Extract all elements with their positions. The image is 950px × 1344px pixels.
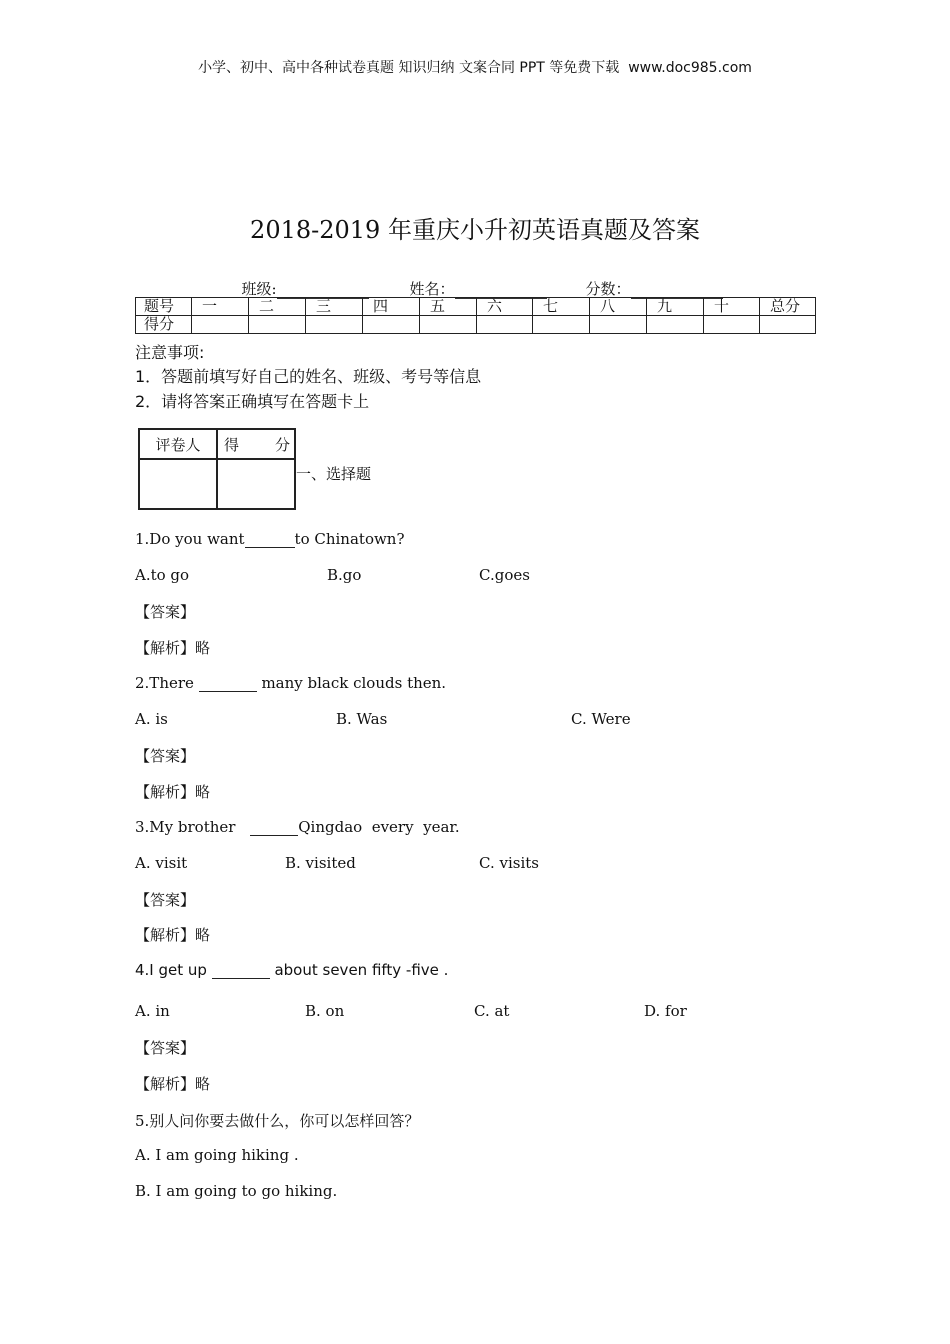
score-table-cell: 题号 — [136, 298, 192, 316]
score-cell — [249, 316, 306, 334]
answer-blank — [199, 677, 257, 692]
score-cell — [590, 316, 647, 334]
notice-title: 注意事项: — [135, 343, 205, 362]
score-table-cell: 总分 — [760, 298, 816, 316]
score-cell — [192, 316, 249, 334]
question-stem: 5.别人问你要去做什么，你可以怎样回答？ — [135, 1112, 420, 1130]
grader-score-cell — [217, 459, 295, 509]
option-a: A.to go — [135, 566, 190, 584]
answer-blank — [212, 964, 270, 979]
score-table-cell: 十 — [704, 298, 760, 316]
answer-label: 【答案】 — [135, 1039, 196, 1057]
name-label: 姓名： — [409, 280, 455, 298]
header-banner: 小学、初中、高中各种试卷真题 知识归纳 文案合同 PPT 等免费下载 www.doc985.com — [198, 60, 752, 76]
score-table-cell: 一 — [192, 298, 249, 316]
score-cell — [420, 316, 477, 334]
analysis-label: 【解析】略 — [135, 926, 211, 944]
option-b: B. visited — [285, 854, 356, 872]
option-a: A. is — [135, 710, 168, 728]
option-c: C. visits — [479, 854, 539, 872]
score-cell — [533, 316, 590, 334]
option-c: C. Were — [571, 710, 631, 728]
analysis-label: 【解析】略 — [135, 783, 211, 801]
score-table — [135, 297, 816, 334]
class-label: 班级: — [241, 280, 277, 298]
option-b: B. Was — [336, 710, 388, 728]
question-text: 2.There — [135, 674, 199, 692]
notice-item: 2．请将答案正确填写在答题卡上 — [135, 392, 370, 411]
option-c: C. at — [474, 1002, 510, 1020]
score-cell — [704, 316, 760, 334]
analysis-label: 【解析】略 — [135, 1075, 211, 1093]
score-table-cell: 八 — [590, 298, 647, 316]
grader-score-left: 得 — [224, 435, 240, 454]
answer-blank — [245, 533, 295, 548]
option-d: D. for — [644, 1002, 687, 1020]
question-text: 4.I get up — [135, 961, 212, 979]
score-table-cell: 四 — [363, 298, 420, 316]
score-table-cell: 七 — [533, 298, 590, 316]
score-table-cell: 六 — [477, 298, 533, 316]
score-cell — [363, 316, 420, 334]
grader-box — [138, 428, 296, 510]
question-text: to Chinatown? — [294, 530, 405, 548]
option-a: A. I am going hiking . — [135, 1146, 299, 1164]
grader-score-label — [217, 429, 295, 459]
question-stem — [135, 818, 460, 836]
answer-label: 【答案】 — [135, 603, 196, 621]
option-c: C.goes — [479, 566, 530, 584]
section-title: 一、选择题 — [296, 465, 372, 483]
question-text: many black clouds then. — [256, 674, 447, 692]
notice-item: 1．答题前填写好自己的姓名、班级、考号等信息 — [135, 367, 482, 386]
answer-label: 【答案】 — [135, 747, 196, 765]
score-table-cell: 五 — [420, 298, 477, 316]
question-text: 1.Do you want — [135, 530, 245, 548]
score-label: 分数： — [585, 280, 631, 298]
score-table-cell: 三 — [306, 298, 363, 316]
reviewer-cell — [139, 459, 217, 509]
question-stem — [135, 961, 448, 979]
page-title: 2018-2019 年重庆小升初英语真题及答案 — [250, 216, 700, 244]
option-a: A. in — [135, 1002, 170, 1020]
option-b: B. on — [305, 1002, 345, 1020]
score-cell — [306, 316, 363, 334]
option-a: A. visit — [135, 854, 188, 872]
option-b: B. I am going to go hiking. — [135, 1182, 338, 1200]
name-field — [400, 260, 547, 299]
analysis-label: 【解析】略 — [135, 639, 211, 657]
option-b: B.go — [327, 566, 362, 584]
score-table-row-label: 得分 — [136, 316, 192, 334]
score-table-cell: 九 — [647, 298, 704, 316]
score-field — [576, 260, 723, 299]
grader-score-right: 分 — [274, 435, 290, 454]
answer-label: 【答案】 — [135, 891, 196, 909]
class-field — [232, 260, 369, 299]
question-stem — [135, 530, 405, 548]
reviewer-label: 评卷人 — [139, 429, 217, 459]
question-text: 3.My brother — [135, 818, 241, 836]
question-stem — [135, 674, 446, 692]
score-table-header-row — [136, 298, 816, 316]
score-cell — [647, 316, 704, 334]
score-table-score-row — [136, 316, 816, 334]
question-text: Qingdao every year. — [298, 818, 460, 836]
question-text: about seven fifty -five . — [269, 961, 449, 979]
score-cell — [760, 316, 816, 334]
score-table-cell: 二 — [249, 298, 306, 316]
score-cell — [477, 316, 533, 334]
answer-blank — [250, 821, 298, 836]
